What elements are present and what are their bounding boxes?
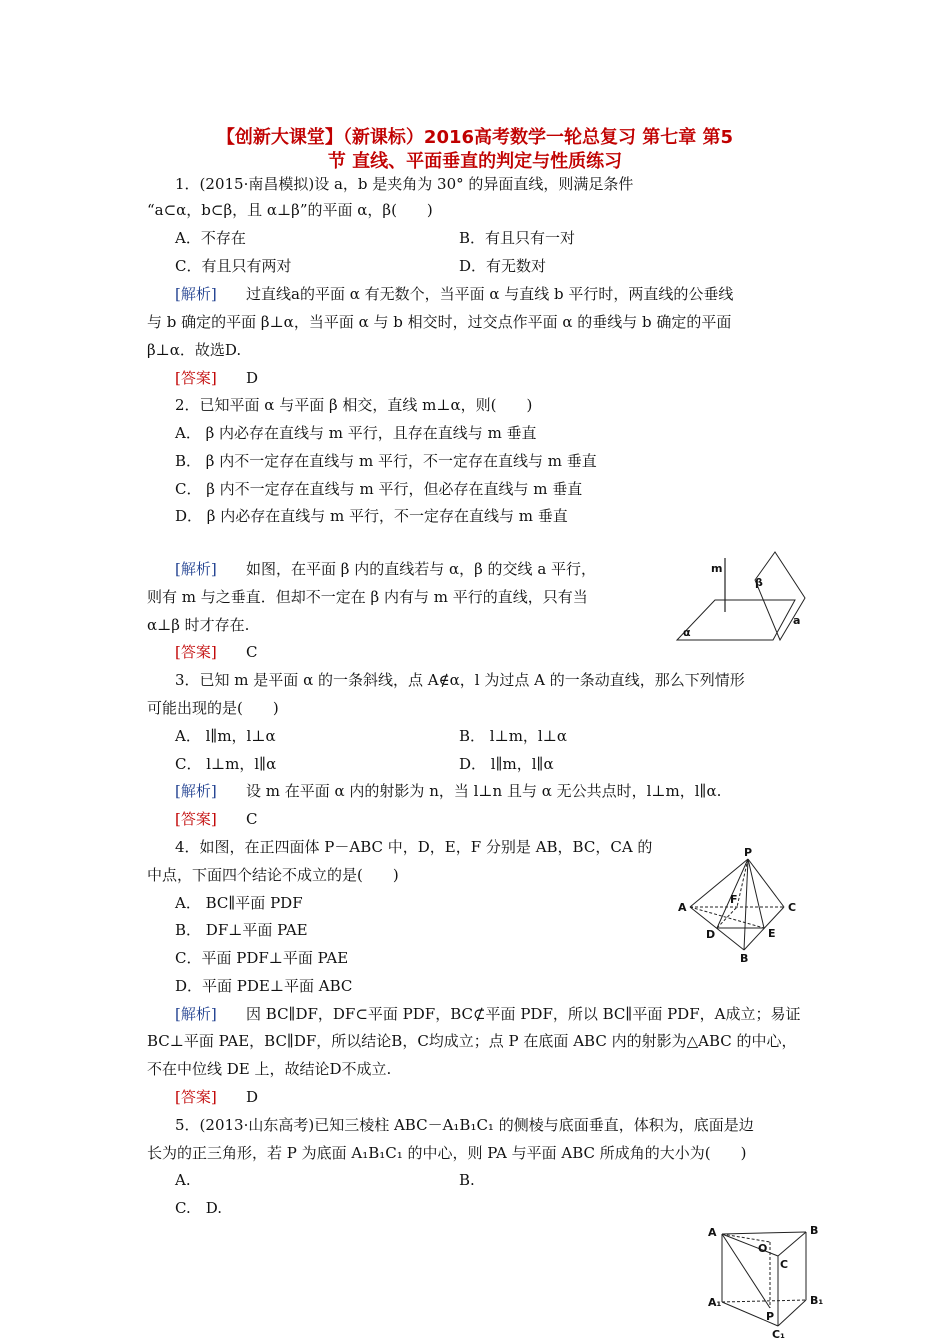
q2-analysis-1: 如图，在平面 β 内的直线若与 α，β 的交线 a 平行， [246, 560, 597, 578]
label-A: A [708, 1226, 717, 1239]
q4-answer-label: [答案] [175, 1088, 217, 1106]
q1-option-d: D．有无数对 [459, 257, 547, 275]
label-C: C [780, 1258, 789, 1271]
q4-option-d: D．平面 PDE⊥平面 ABC [175, 977, 353, 995]
q3-answer: C [246, 810, 258, 828]
label-B1: B₁ [810, 1294, 824, 1307]
q3-option-b: B． l⊥m，l⊥α [459, 727, 567, 745]
q4-analysis-2: BC⊥平面 PAE，BC∥DF，所以结论B，C均成立；点 P 在底面 ABC 内的射影为△ABC 的中心， [147, 1032, 797, 1050]
q2-option-c: C． β 内不一定存在直线与 m 平行，但必存在直线与 m 垂直 [175, 480, 583, 498]
label-C: C [788, 901, 797, 914]
q1-analysis-3: β⊥α．故选D. [147, 341, 242, 359]
q4-stem-2: 中点，下面四个结论不成立的是( ) [147, 866, 399, 884]
label-D: D [706, 928, 716, 941]
q3-stem-2: 可能出现的是( ) [147, 699, 279, 717]
label-O: O [758, 1242, 768, 1255]
q3-option-a: A． l∥m，l⊥α [175, 727, 276, 745]
doc-title-line-2: 节 直线、平面垂直的判定与性质练习 [327, 151, 623, 172]
q3-stem-1: 3．已知 m 是平面 α 的一条斜线，点 A∉α，l 为过点 A 的一条动直线，那么下列情形 [175, 671, 745, 689]
q1-answer: D [246, 369, 259, 387]
q5-stem-2: 长为的正三角形，若 P 为底面 A₁B₁C₁ 的中心，则 PA 与平面 ABC 所成角的大小为( ) [147, 1144, 747, 1162]
q1-option-a: A．不存在 [175, 229, 246, 247]
label-A1: A₁ [708, 1296, 722, 1309]
q4-option-b: B． DF⊥平面 PAE [175, 921, 308, 939]
label-F: F [730, 893, 738, 906]
q3-option-c: C． l⊥m，l∥α [175, 755, 277, 773]
q1-option-c: C．有且只有两对 [175, 257, 292, 275]
q1-analysis-label: [解析] [175, 285, 217, 303]
q4-option-c: C．平面 PDF⊥平面 PAE [175, 949, 349, 967]
q2-option-d: D． β 内必存在直线与 m 平行，不一定存在直线与 m 垂直 [175, 507, 568, 525]
q5-option-b: B. [459, 1171, 475, 1189]
q5-option-a: A. [175, 1171, 191, 1189]
q5-stem-1: 5．(2013·山东高考)已知三棱柱 ABC－A₁B₁C₁ 的侧棱与底面垂直，体积为，底面是边 [175, 1116, 754, 1134]
label-P: P [744, 846, 753, 859]
q2-answer: C [246, 643, 258, 661]
label-P: P [766, 1310, 775, 1323]
q2-analysis-2: 则有 m 与之垂直．但却不一定在 β 内有与 m 平行的直线，只有当 [147, 588, 588, 606]
q4-analysis-3: 不在中位线 DE 上，故结论D不成立. [147, 1060, 392, 1078]
doc-title-line-1: 【创新大课堂】（新课标）2016高考数学一轮总复习 第七章 第5 [216, 127, 734, 148]
q1-answer-label: [答案] [175, 369, 217, 387]
q1-stem-2: “a⊂α，b⊂β，且 α⊥β”的平面 α，β( ) [147, 201, 433, 219]
q2-option-a: A． β 内必存在直线与 m 平行，且存在直线与 m 垂直 [175, 424, 537, 442]
q2-analysis-3: α⊥β 时才存在. [147, 616, 250, 634]
q4-option-a: A． BC∥平面 PDF [175, 894, 303, 912]
label-alpha: α [683, 626, 691, 639]
q1-stem-1: 1．(2015·南昌模拟)设 a，b 是夹角为 30° 的异面直线，则满足条件 [175, 175, 634, 193]
q4-analysis-1: 因 BC∥DF，DF⊂平面 PDF，BC⊄平面 PDF，所以 BC∥平面 PDF，A成立；易证 [246, 1005, 801, 1023]
q2-stem: 2．已知平面 α 与平面 β 相交，直线 m⊥α，则( ) [175, 396, 533, 414]
q2-answer-label: [答案] [175, 643, 217, 661]
q4-analysis-label: [解析] [175, 1005, 217, 1023]
q1-option-b: B．有且只有一对 [459, 229, 576, 247]
label-A: A [678, 901, 687, 914]
label-m: m [711, 562, 723, 575]
q3-analysis: 设 m 在平面 α 内的射影为 n，当 l⊥n 且与 α 无公共点时，l⊥m，l∥α. [246, 782, 722, 800]
q1-analysis-2: 与 b 确定的平面 β⊥α，当平面 α 与 b 相交时，过交点作平面 α 的垂线与 b 确定的平面 [147, 313, 732, 331]
q5-figure [700, 1222, 830, 1340]
label-B: B [740, 952, 749, 965]
q4-answer: D [246, 1088, 259, 1106]
q3-analysis-label: [解析] [175, 782, 217, 800]
label-E: E [768, 927, 776, 940]
label-a: a [793, 614, 801, 627]
q2-analysis-label: [解析] [175, 560, 217, 578]
q1-analysis-1: 过直线a的平面 α 有无数个，当平面 α 与直线 b 平行时，两直线的公垂线 [246, 285, 734, 303]
q2-option-b: B． β 内不一定存在直线与 m 平行，不一定存在直线与 m 垂直 [175, 452, 597, 470]
q3-answer-label: [答案] [175, 810, 217, 828]
q2-figure [675, 550, 815, 645]
label-B: B [810, 1224, 819, 1237]
q3-option-d: D． l∥m，l∥α [459, 755, 554, 773]
q4-figure [672, 845, 812, 965]
label-C1: C₁ [772, 1328, 785, 1340]
label-beta: β [755, 576, 763, 589]
q4-stem-1: 4．如图，在正四面体 P－ABC 中，D，E，F 分别是 AB，BC，CA 的 [175, 838, 653, 856]
q5-option-cd: C. D. [175, 1199, 222, 1217]
